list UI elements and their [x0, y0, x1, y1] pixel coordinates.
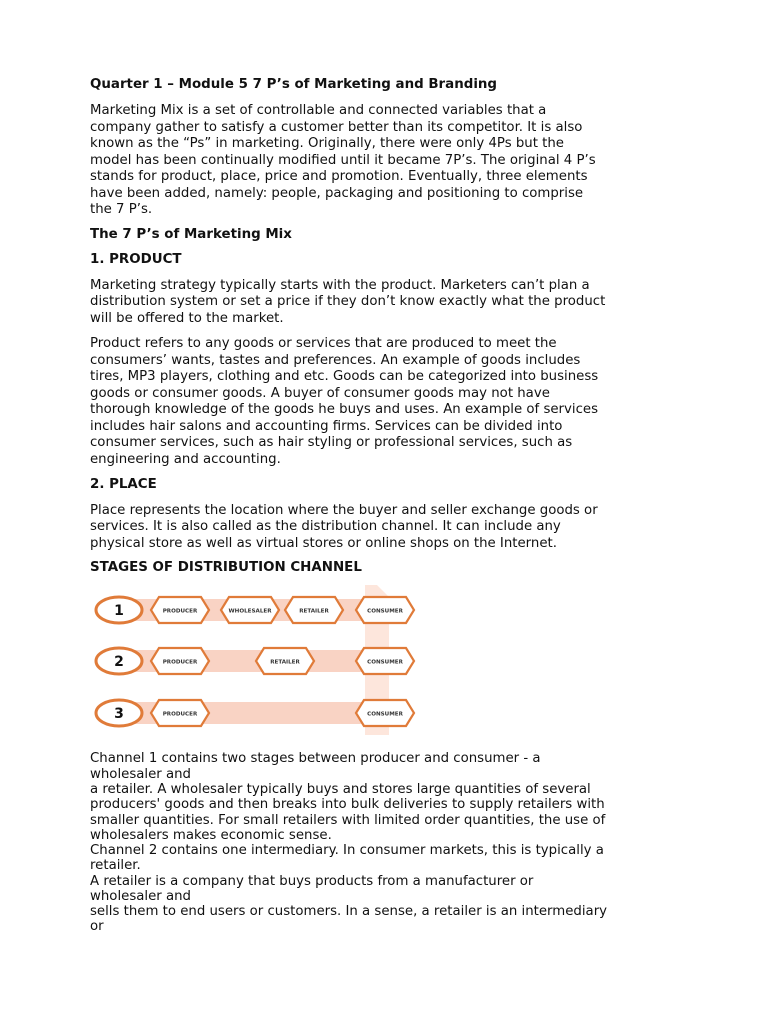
text-line: tires, MP3 players, clothing and etc. Goods can be categorized into business [90, 369, 599, 384]
channel-node-label: WHOLESALER [228, 608, 272, 615]
channel-node-label: PRODUCER [162, 608, 198, 615]
text-line: have been added, namely: people, packaging and positioning to comprise [90, 186, 584, 201]
text-line: distribution system or set a price if they don’t know exactly what the product [90, 294, 606, 309]
channel-node-label: CONSUMER [367, 659, 403, 666]
channel-node-label: RETAILER [270, 659, 300, 666]
document-title: Quarter 1 – Module 5 7 P’s of Marketing and Branding [90, 77, 498, 92]
text-line: Marketing strategy typically starts with the product. Marketers can’t plan a [90, 278, 590, 293]
text-line: Marketing Mix is a set of controllable and connected variables that a [90, 103, 547, 118]
text-line: wholesaler and [90, 889, 191, 904]
text-line: Channel 1 contains two stages between producer and consumer - a [90, 751, 541, 766]
text-line: consumer services, such as hair styling or professional services, such as [90, 435, 573, 450]
text-line: or [90, 919, 104, 934]
text-line: Place represents the location where the buyer and seller exchange goods or [90, 503, 598, 518]
text-line: physical store as well as virtual stores or online shops on the Internet. [90, 536, 557, 551]
text-line: services. It is also called as the distribution channel. It can include any [90, 519, 561, 534]
text-line: smaller quantities. For small retailers with limited order quantities, the use of [90, 813, 606, 828]
section-heading-product: 1. PRODUCT [90, 252, 182, 267]
channel-node-label: PRODUCER [162, 711, 198, 718]
text-line: sells them to end users or customers. In a sense, a retailer is an intermediary [90, 904, 608, 919]
text-line: wholesaler and [90, 767, 191, 782]
text-line: company gather to satisfy a customer better than its competitor. It is also [90, 120, 583, 135]
section-heading-place: 2. PLACE [90, 477, 157, 492]
channel-node-label: CONSUMER [367, 711, 403, 718]
section-heading-stages: STAGES OF DISTRIBUTION CHANNEL [90, 560, 362, 575]
text-line: the 7 P’s. [90, 202, 153, 217]
text-line: A retailer is a company that buys products from a manufacturer or [90, 874, 534, 889]
text-line: engineering and accounting. [90, 452, 281, 467]
channel-node-label: CONSUMER [367, 608, 403, 615]
text-line: retailer. [90, 858, 141, 873]
text-line: Channel 2 contains one intermediary. In consumer markets, this is typically a [90, 843, 604, 858]
text-line: known as the “Ps” in marketing. Originally, there were only 4Ps but the [90, 136, 564, 151]
section-heading: The 7 P’s of Marketing Mix [90, 227, 292, 242]
text-line: wholesalers makes economic sense. [90, 828, 332, 843]
channel-number: 1 [114, 603, 124, 619]
channel-node-label: RETAILER [299, 608, 329, 615]
channel-number: 3 [114, 706, 124, 722]
channel-number: 2 [114, 654, 124, 670]
text-line: will be offered to the market. [90, 311, 284, 326]
channel-node-label: PRODUCER [162, 659, 198, 666]
text-line: model has been continually modified until it became 7P’s. The original 4 P’s [90, 153, 596, 168]
text-line: stands for product, place, price and promotion. Eventually, three elements [90, 169, 588, 184]
text-line: producers' goods and then breaks into bulk deliveries to supply retailers with [90, 797, 605, 812]
text-line: goods or consumer goods. A buyer of consumer goods may not have [90, 386, 550, 401]
distribution-channel-diagram [92, 585, 422, 735]
text-line: Product refers to any goods or services that are produced to meet the [90, 336, 557, 351]
text-line: thorough knowledge of the goods he buys and uses. An example of services [90, 402, 599, 417]
text-line: consumers’ wants, tastes and preferences. An example of goods includes [90, 353, 581, 368]
text-line: includes hair salons and accounting firms. Services can be divided into [90, 419, 563, 434]
text-line: a retailer. A wholesaler typically buys and stores large quantities of several [90, 782, 591, 797]
